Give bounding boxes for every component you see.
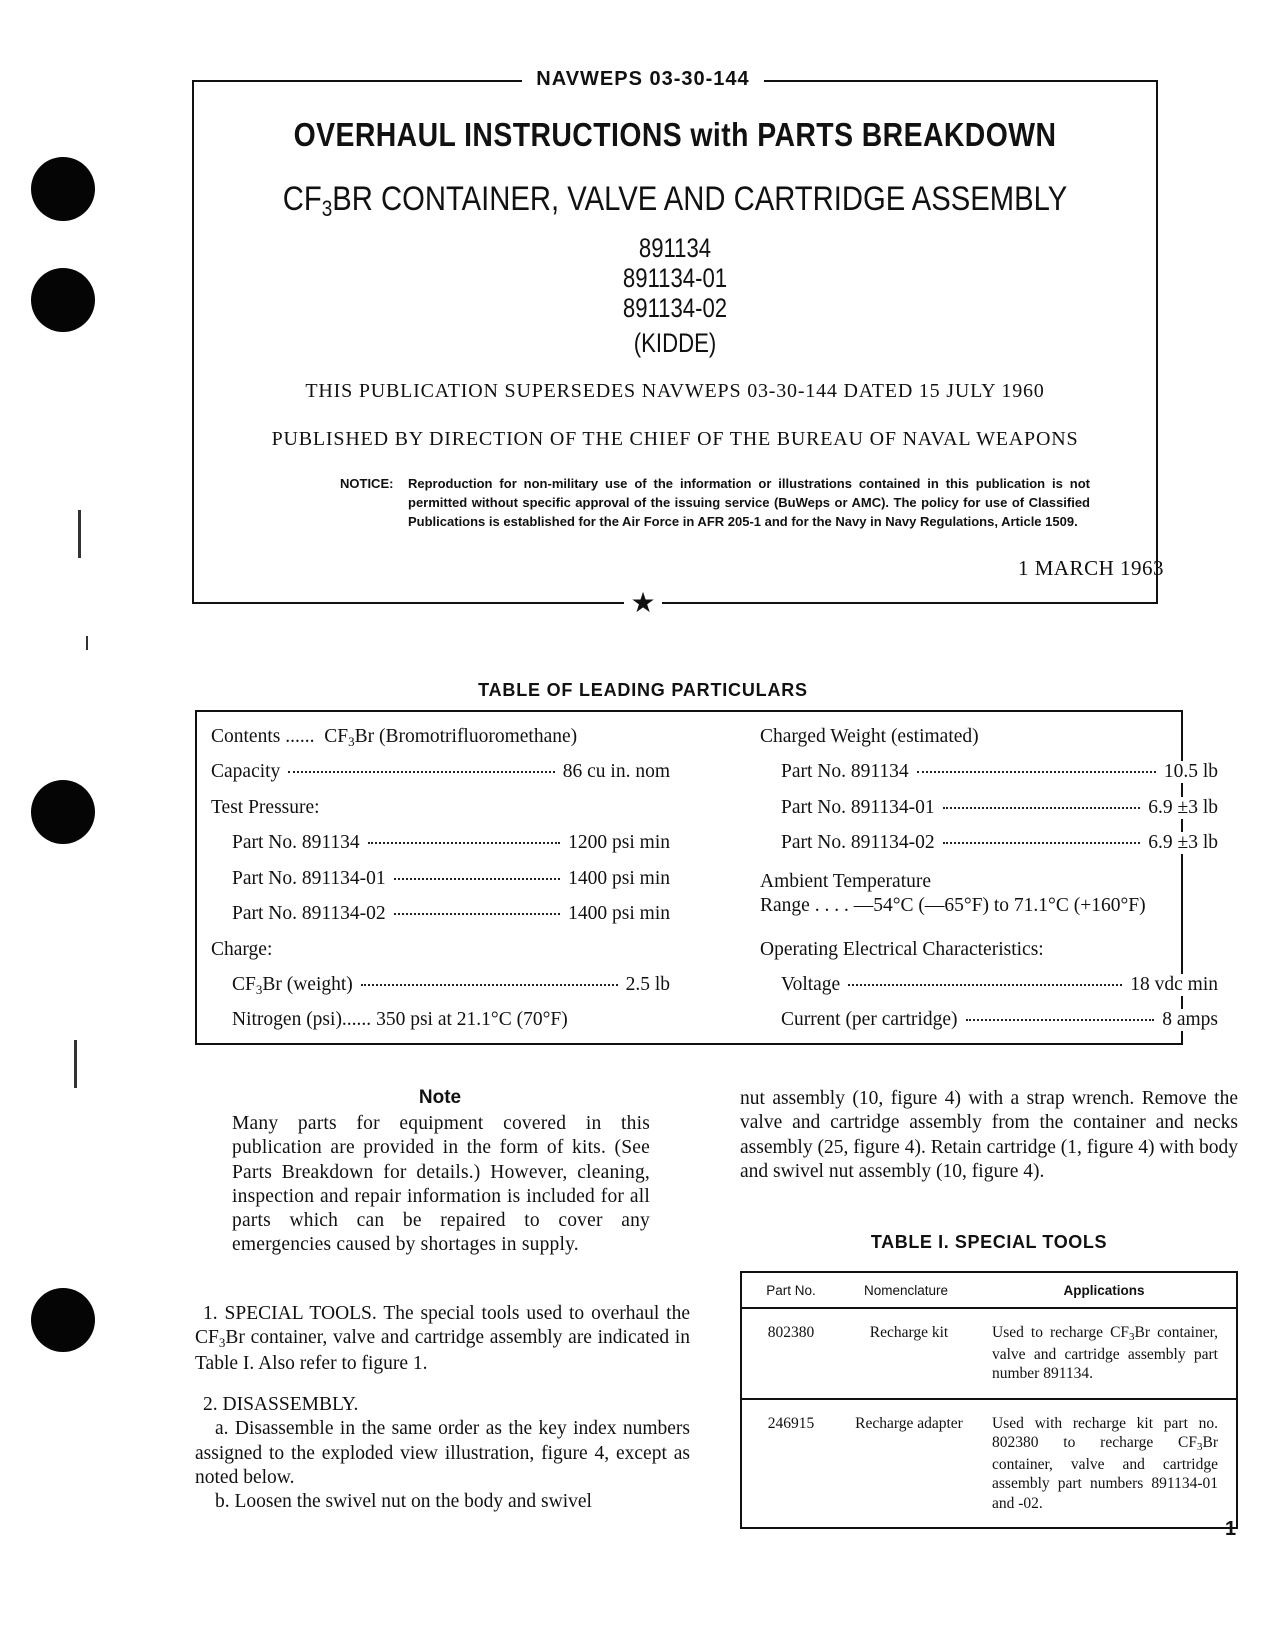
part-number: 891134 [638,233,712,263]
part-number: 891134-01 [622,263,728,293]
star-ornament: ★ [0,588,1286,618]
lp-test-pressure-heading: Test Pressure: [211,797,320,818]
special-tools-table [740,1271,1238,1529]
lp-ambient-range: Range . . . . —54°C (—65°F) to 71.1°C (+160°F) [760,895,1146,916]
special-tools-table-title: TABLE I. SPECIAL TOOLS [870,1232,1108,1252]
table-row [741,1308,1237,1399]
lp-charged-weight-row: Part No. 891134 10.5 lb [781,761,1218,782]
publication-date: 1 MARCH 1963 [1017,556,1164,580]
cell-nomenclature: Recharge adapter [855,1414,963,1432]
notice-text: Reproduction for non-military use of the information or illustrations contained in this publication is not permitted without specific approval of the issuing service (BuWeps or AMC). The policy for use of Classified Publications is established for the Air Force in AFR 205-1 and for the Navy in Navy Regulations, Article 1509. [408,476,1090,529]
lp-charged-weight-row: Part No. 891134-02 6.9 ±3 lb [781,832,1218,853]
lp-charge-heading: Charge: [211,939,273,960]
cell-applications: Used with recharge kit part no. 802380 to recharge CF3Br container, valve and cartridge assembly part numbers 891134-01 and -02. [992,1414,1218,1512]
scan-mark [74,1040,77,1088]
supersedes-statement: THIS PUBLICATION SUPERSEDES NAVWEPS 03-30-144 DATED 15 JULY 1960 [305,380,1045,402]
lp-charged-weight-row: Part No. 891134-01 6.9 ±3 lb [781,797,1218,818]
table-header-row [741,1272,1237,1308]
notice-label: NOTICE: [340,476,394,491]
scan-mark [78,510,81,558]
lp-charged-weight-heading: Charged Weight (estimated) [760,726,979,747]
lp-charge-cf3br: $CF_3Br$ (weight) 2.5 lb [232,974,670,997]
disassembly-continued: nut assembly (10, figure 4) with a strap wrench. Remove the valve and cartridge assembly from the container and necks assembly (25, figure 4). Retain cartridge (1, figure 4) with body and swivel nut assembly (10, figure 4). [740,1088,1238,1182]
lp-test-pressure-row: Part No. 891134-01 1400 psi min [232,868,670,889]
section-special-tools: 1. SPECIAL TOOLS. The special tools used to overhaul the $CF_3Br$ container, valve and cartridge assembly are indicated in Table I. Also refer to figure 1. [195,1303,690,1374]
lp-charge-nitrogen: Nitrogen (psi)...... 350 psi at 21.1°C (70°F) [232,1009,568,1030]
lp-contents: Contents ...... $CF_3Br$ (Bromotrifluoromethane) [211,726,578,749]
binder-hole [31,157,95,221]
binder-hole [31,268,95,332]
col-header-nomenclature: Nomenclature [840,1272,972,1308]
page-number: 1 [1225,1518,1237,1540]
published-by-statement: PUBLISHED BY DIRECTION OF THE CHIEF OF THE BUREAU OF NAVAL WEAPONS [271,428,1079,450]
table-row [741,1399,1237,1529]
main-title: OVERHAUL INSTRUCTIONS with PARTS BREAKDOWN [293,116,1057,153]
binder-hole [31,1288,95,1352]
lp-capacity: Capacity 86 cu in. nom [211,761,670,782]
cell-part-no: 802380 [741,1308,840,1399]
note-heading: Note [418,1087,462,1108]
cell-nomenclature: Recharge kit [840,1308,972,1399]
manufacturer: (KIDDE) [633,328,717,358]
section-disassembly [195,1393,690,1514]
notice [340,474,1090,531]
disassembly-step-b: b. Loosen the swivel nut on the body and swivel [215,1491,592,1513]
lp-current: Current (per cartridge) 8 amps [781,1009,1218,1030]
lp-voltage: Voltage 18 vdc min [781,974,1218,995]
cell-applications: Used to recharge CF3Br container, valve and cartridge assembly part number 891134. [972,1308,1237,1399]
part-number: 891134-02 [622,293,728,323]
disassembly-step-a: a. Disassemble in the same order as the key index numbers assigned to the exploded view illustration, figure 4, except as noted below. [195,1418,690,1488]
disassembly-heading: 2. DISASSEMBLY. [203,1394,359,1415]
col-header-applications: Applications [972,1272,1237,1308]
subtitle: CF3BR CONTAINER, VALVE AND CARTRIDGE ASSEMBLY [282,180,1068,221]
cell-part-no: 246915 [767,1414,815,1432]
scan-mark [86,636,88,650]
col-header-part-no: Part No. [741,1272,840,1308]
note-text: Many parts for equipment covered in this publication are provided in the form of kits. (See Parts Breakdown for details.) However, cleaning, inspection and repair information is included for all parts which can be repaired to cover any emergencies caused by shortages in supply. [232,1113,650,1256]
leading-particulars-title: TABLE OF LEADING PARTICULARS [478,680,808,700]
lp-electrical-heading: Operating Electrical Characteristics: [760,939,1044,960]
binder-hole [31,780,95,844]
lp-ambient-heading: Ambient Temperature [760,871,932,892]
doc-number-header: NAVWEPS 03-30-144 [0,68,1286,91]
lp-test-pressure-row: Part No. 891134-02 1400 psi min [232,903,670,924]
lp-test-pressure-row: Part No. 891134 1200 psi min [232,832,670,853]
